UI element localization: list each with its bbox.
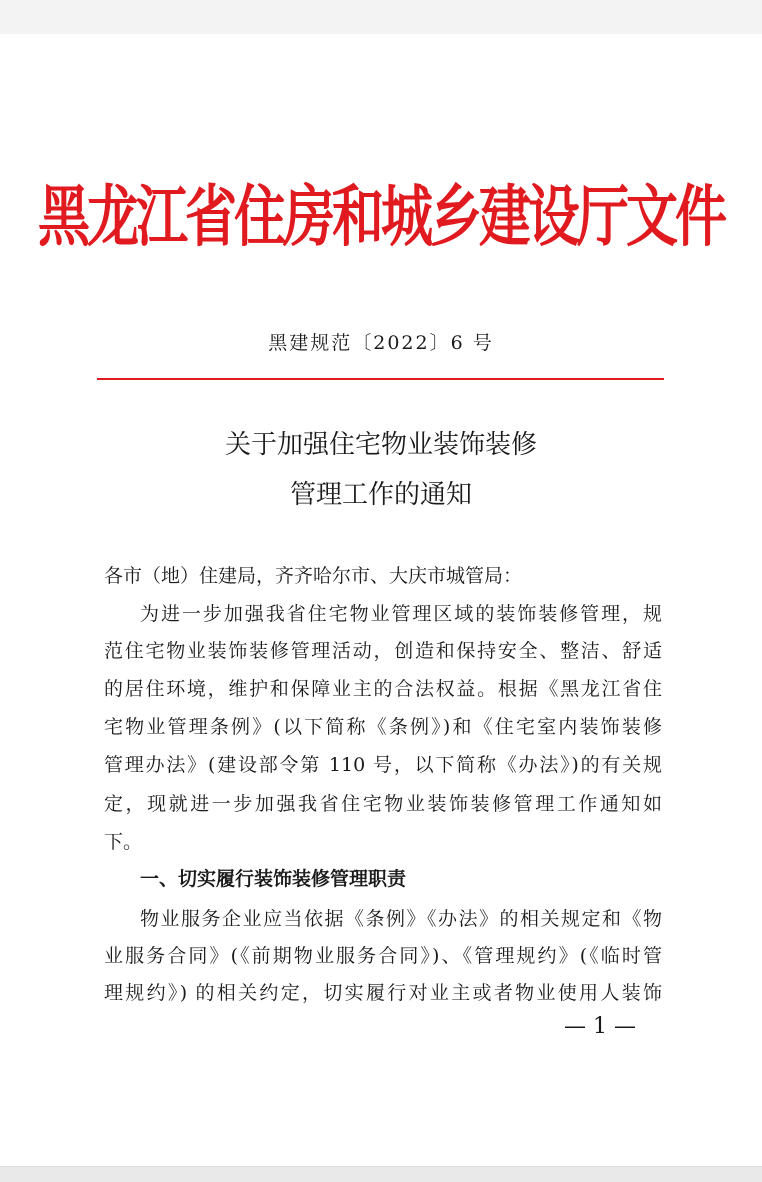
paragraph-1-line: 范住宅物业装饰装修管理活动，创造和保持安全、整洁、舒适	[104, 640, 662, 662]
notice-title-line-2: 管理工作的通知	[289, 480, 472, 510]
paragraph-1-line: 下。	[104, 831, 143, 853]
paragraph-1-line: 管理办法》(建设部令第 110 号，以下简称《办法》)的有关规	[104, 754, 662, 776]
viewer-top-band	[0, 0, 762, 34]
paragraph-2-line: 理规约》) 的相关约定，切实履行对业主或者物业使用人装饰	[104, 982, 662, 1004]
page-number: — 1 —	[564, 1014, 636, 1039]
notice-title-line-1: 关于加强住宅物业装饰装修	[224, 430, 537, 460]
section-1-heading: 一、切实履行装饰装修管理职责	[140, 868, 407, 890]
paragraph-1-line: 为进一步加强我省住宅物业管理区域的装饰装修管理，规	[140, 603, 662, 625]
document-number: 黑建规范〔2022〕6 号	[268, 332, 494, 354]
paragraph-1-line: 定，现就进一步加强我省住宅物业装饰装修管理工作通知如	[104, 793, 662, 815]
paragraph-1-line: 宅物业管理条例》(以下简称《条例》)和《住宅室内装饰装修	[104, 716, 662, 738]
red-divider-line	[97, 378, 664, 380]
addressee-line: 各市（地）住建局，齐齐哈尔市、大庆市城管局：	[104, 565, 523, 587]
viewer-bottom-band	[0, 1166, 762, 1182]
paragraph-1-line: 的居住环境，维护和保障业主的合法权益。根据《黑龙江省住	[104, 678, 662, 700]
issuer-heading: 黑龙江省住房和城乡建设厅文件	[38, 177, 725, 256]
paragraph-2-line: 物业服务企业应当依据《条例》《办法》的相关规定和《物	[140, 908, 662, 930]
paragraph-2-line: 业服务合同》(《前期物业服务合同》)、《管理规约》(《临时管	[104, 945, 662, 967]
